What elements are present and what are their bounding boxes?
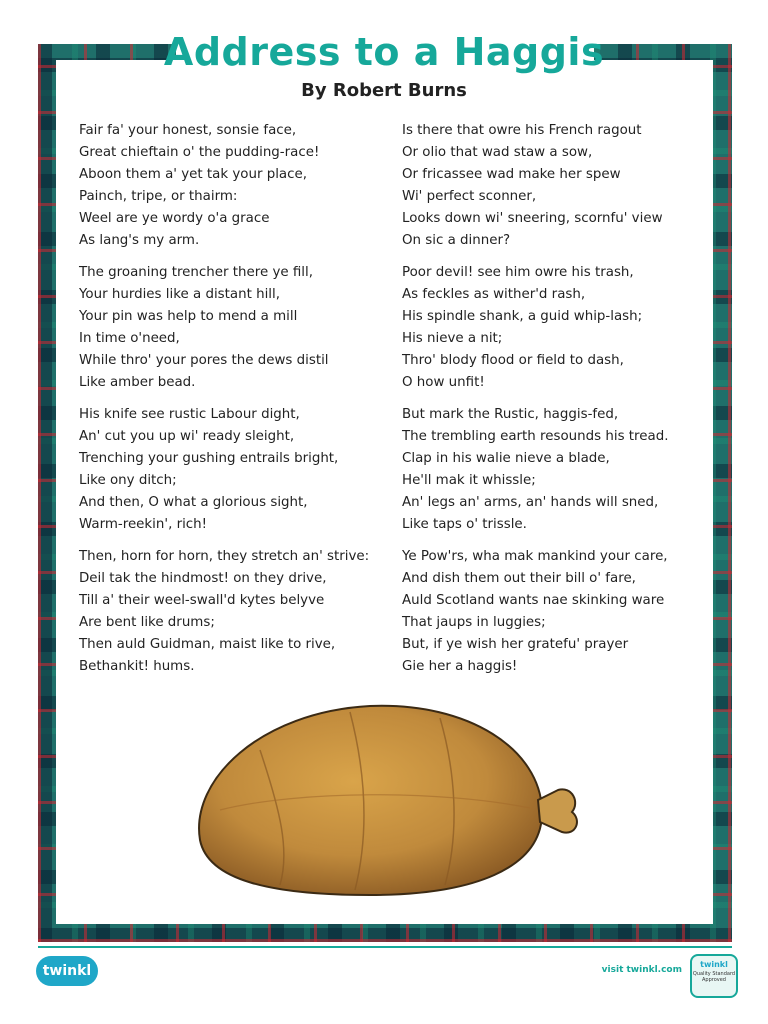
poem-line: Auld Scotland wants nae skinking ware <box>402 593 665 608</box>
poem-line: Gie her a haggis! <box>402 659 518 674</box>
poem-line: Wi' perfect sconner, <box>402 189 537 204</box>
poem-line: Or fricassee wad make her spew <box>402 167 621 182</box>
page-title: Address to a Haggis <box>163 30 605 74</box>
poem-line: The trembling earth resounds his tread. <box>402 429 669 444</box>
poem-line: Painch, tripe, or thairm: <box>79 189 238 204</box>
poem-line: Fair fa' your honest, sonsie face, <box>79 123 297 138</box>
poem-line: An' legs an' arms, an' hands will sned, <box>402 495 659 510</box>
poem-line: Your hurdies like a distant hill, <box>79 287 281 302</box>
footer-rule <box>38 946 732 948</box>
poem-line: Is there that owre his French ragout <box>402 123 642 138</box>
quality-badge-icon <box>690 954 738 998</box>
poem-line: Or olio that wad staw a sow, <box>402 145 593 160</box>
visit-link[interactable]: visit twinkl.com <box>601 965 682 975</box>
poem-line: His nieve a nit; <box>402 331 503 346</box>
stanza <box>79 120 389 252</box>
stanza <box>79 404 389 536</box>
author-subtitle: By Robert Burns <box>301 80 467 101</box>
poem-line: O how unfit! <box>402 375 485 390</box>
poem-line: Warm-reekin', rich! <box>79 517 208 532</box>
poem-line: The groaning trencher there ye fill, <box>79 265 313 280</box>
poem-column-right <box>402 120 712 688</box>
poem-line: Deil tak the hindmost! on they drive, <box>79 571 327 586</box>
twinkl-logo: twinkl <box>36 956 98 986</box>
poem-line: Poor devil! see him owre his trash, <box>402 265 634 280</box>
poem-line: Ye Pow'rs, wha mak mankind your care, <box>402 549 668 564</box>
haggis-illustration <box>180 690 590 900</box>
poem-line: In time o'need, <box>79 331 180 346</box>
poem-line: His spindle shank, a guid whip-lash; <box>402 309 643 324</box>
poem-line: Weel are ye wordy o'a grace <box>79 211 270 226</box>
poem-column-left <box>79 120 389 688</box>
poem-line: Great chieftain o' the pudding-race! <box>79 145 320 160</box>
stanza <box>79 546 389 678</box>
poem-line: Till a' their weel-swall'd kytes belyve <box>79 593 325 608</box>
poem-line: While thro' your pores the dews distil <box>79 353 329 368</box>
poem-line: He'll mak it whissle; <box>402 473 536 488</box>
poem-line: As feckles as wither'd rash, <box>402 287 586 302</box>
poem-line: On sic a dinner? <box>402 233 511 248</box>
stanza <box>402 120 712 252</box>
stanza <box>402 546 712 678</box>
poem-line: Thro' blody flood or field to dash, <box>402 353 624 368</box>
poem-line: Are bent like drums; <box>79 615 215 630</box>
poem-line: Clap in his walie nieve a blade, <box>402 451 610 466</box>
poem-line: Then auld Guidman, maist like to rive, <box>79 637 336 652</box>
poem-line: But mark the Rustic, haggis-fed, <box>402 407 619 422</box>
badge-title: twinkl <box>700 960 728 969</box>
stanza <box>402 262 712 394</box>
poem-line: An' cut you up wi' ready sleight, <box>79 429 295 444</box>
poem-line: Trenching your gushing entrails bright, <box>79 451 339 466</box>
stanza <box>402 404 712 536</box>
poem-line: His knife see rustic Labour dight, <box>79 407 300 422</box>
poem-line: But, if ye wish her gratefu' prayer <box>402 637 629 652</box>
poem-line: That jaups in luggies; <box>402 615 546 630</box>
poem-line: Like amber bead. <box>79 375 196 390</box>
stanza <box>79 262 389 394</box>
poem-line: Your pin was help to mend a mill <box>79 309 298 324</box>
poem-line: Then, horn for horn, they stretch an' strive: <box>79 549 370 564</box>
badge-subtitle: Quality Standard Approved <box>692 971 736 983</box>
poem-line: And then, O what a glorious sight, <box>79 495 308 510</box>
poem-line: Like taps o' trissle. <box>402 517 527 532</box>
poem-line: As lang's my arm. <box>79 233 200 248</box>
poem-line: Like ony ditch; <box>79 473 177 488</box>
poem-line: Bethankit! hums. <box>79 659 195 674</box>
poem-line: Looks down wi' sneering, scornfu' view <box>402 211 663 226</box>
poem-line: Aboon them a' yet tak your place, <box>79 167 307 182</box>
poem-line: And dish them out their bill o' fare, <box>402 571 636 586</box>
